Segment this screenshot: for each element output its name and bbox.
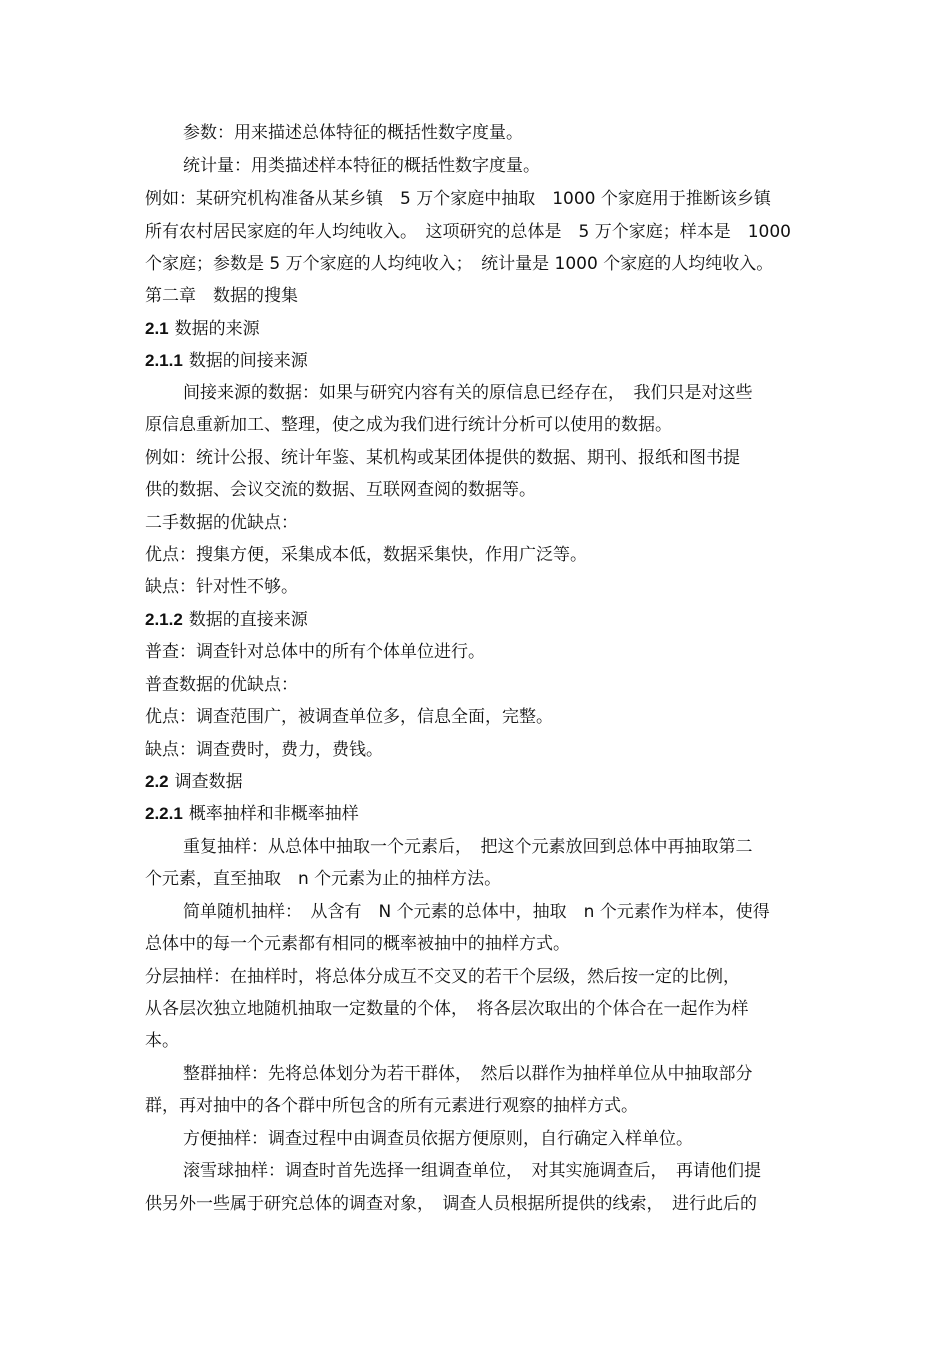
text-line: 例如：统计公报、统计年鉴、某机构或某团体提供的数据、期刊、报纸和图书提: [145, 448, 740, 468]
subsection-heading: [145, 798, 825, 830]
text-line: 滚雪球抽样：调查时首先选择一组调查单位， 对其实施调查后， 再请他们提: [183, 1161, 761, 1181]
text-line: 供另外一些属于研究总体的调查对象， 调查人员根据所提供的线索， 进行此后的: [145, 1194, 757, 1214]
section-title: 数据的间接来源: [188, 351, 308, 371]
section-number: 2.2.1: [145, 804, 183, 823]
text-line: 原信息重新加工、整理，使之成为我们进行统计分析可以使用的数据。: [145, 415, 672, 435]
section-title: 数据的来源: [174, 319, 260, 339]
text-line: 缺点：调查费时，费力，费钱。: [145, 740, 383, 760]
section-number: 2.1: [145, 319, 169, 338]
section-heading: [145, 313, 825, 345]
text-line: 供的数据、会议交流的数据、互联网查阅的数据等。: [145, 480, 536, 500]
text-line: 二手数据的优缺点：: [145, 513, 298, 533]
text-line: 总体中的每一个元素都有相同的概率被抽中的抽样方式。: [145, 934, 570, 954]
subsection-heading: [145, 604, 825, 636]
text-line: 方便抽样：调查过程中由调查员依据方便原则，自行确定入样单位。: [183, 1129, 693, 1149]
text-line: 本。: [145, 1031, 179, 1051]
text-line: 个家庭；参数是 5 万个家庭的人均纯收入； 统计量是 1000 个家庭的人均纯收入。: [145, 254, 774, 274]
text-line: 缺点：针对性不够。: [145, 577, 298, 597]
section-title: 概率抽样和非概率抽样: [188, 804, 359, 824]
chapter-title: 第二章 数据的搜集: [145, 286, 298, 306]
section-heading: [145, 766, 825, 798]
section-number: 2.1.2: [145, 610, 183, 629]
text-line: 优点：调查范围广，被调查单位多，信息全面，完整。: [145, 707, 553, 727]
text-line: 优点：搜集方便，采集成本低，数据采集快，作用广泛等。: [145, 545, 587, 565]
section-title: 数据的直接来源: [188, 610, 308, 630]
text-line: 重复抽样：从总体中抽取一个元素后， 把这个元素放回到总体中再抽取第二: [183, 837, 753, 857]
text-line: 个元素，直至抽取 n 个元素为止的抽样方法。: [145, 869, 502, 889]
text-line: 简单随机抽样： 从含有 N 个元素的总体中，抽取 n 个元素作为样本，使得: [183, 902, 770, 922]
text-line: 分层抽样：在抽样时，将总体分成互不交叉的若干个层级，然后按一定的比例，: [145, 967, 740, 987]
section-number: 2.2: [145, 772, 169, 791]
text-line: 普查：调查针对总体中的所有个体单位进行。: [145, 642, 485, 662]
text-line: 统计量：用类描述样本特征的概括性数字度量。: [183, 156, 540, 176]
text-line: 间接来源的数据：如果与研究内容有关的原信息已经存在， 我们只是对这些: [183, 383, 753, 403]
section-number: 2.1.1: [145, 351, 183, 370]
text-line: 整群抽样：先将总体划分为若干群体， 然后以群作为抽样单位从中抽取部分: [183, 1064, 753, 1084]
section-title: 调查数据: [174, 772, 243, 792]
text-line: 普查数据的优缺点：: [145, 675, 298, 695]
text-line: 例如：某研究机构准备从某乡镇 5 万个家庭中抽取 1000 个家庭用于推断该乡镇: [145, 189, 771, 209]
text-line: 所有农村居民家庭的年人均纯收入。 这项研究的总体是 5 万个家庭；样本是 1000: [145, 222, 791, 242]
text-line: 群，再对抽中的各个群中所包含的所有元素进行观察的抽样方式。: [145, 1096, 638, 1116]
subsection-heading: [145, 345, 825, 377]
text-line: 参数：用来描述总体特征的概括性数字度量。: [183, 123, 523, 143]
text-line: 从各层次独立地随机抽取一定数量的个体， 将各层次取出的个体合在一起作为样: [145, 999, 749, 1019]
